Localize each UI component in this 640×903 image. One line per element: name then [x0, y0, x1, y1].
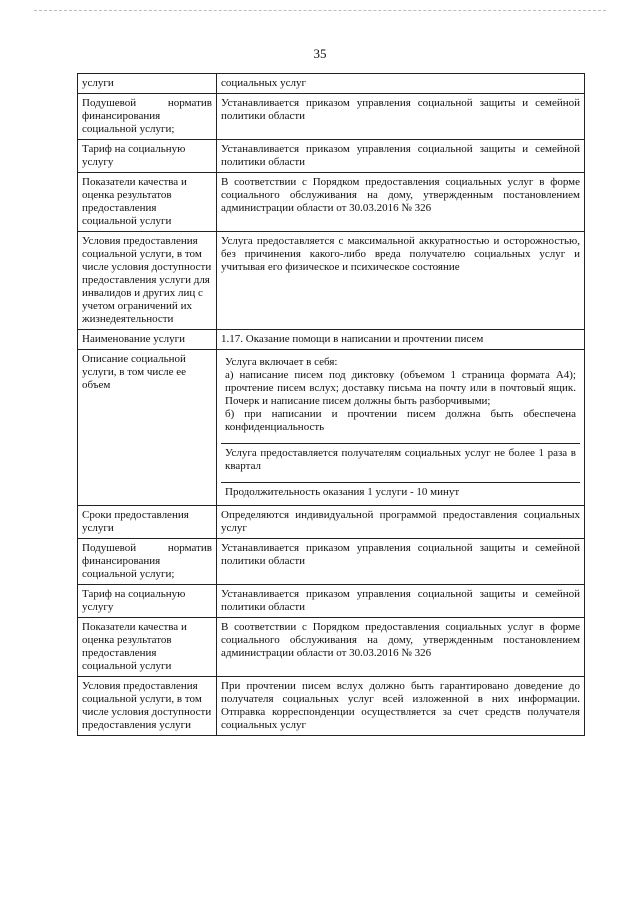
table-row — [78, 330, 585, 350]
row-label: Тариф на социальную услугу — [78, 585, 217, 618]
row-value-group — [217, 350, 585, 506]
duration-text: Продолжительность оказания 1 услуги - 10 минут — [225, 486, 460, 498]
table-row — [78, 506, 585, 539]
row-label — [78, 94, 217, 140]
row-value: При прочтении писем вслух должно быть гарантировано доведение до получателя социальных услуг всей изложенной в них информации. Отправка корреспонденции осуществляется за счет средств получателя социальных услуг — [217, 677, 585, 736]
row-label-line: Подушевой норматив — [82, 542, 212, 554]
row-label: услуги — [78, 74, 217, 94]
volume-text: Услуга предоставляется получателям социальных услуг не более 1 раза в квартал — [225, 447, 576, 472]
page-number: 35 — [313, 46, 327, 61]
table-row — [78, 618, 585, 677]
row-value: Устанавливается приказом управления социальной защиты и семейной политики области — [217, 94, 585, 140]
row-label: Тариф на социальную услугу — [78, 140, 217, 173]
service-description — [221, 353, 580, 444]
row-label-line: социальной услуги; — [82, 568, 175, 580]
row-value: Устанавливается приказом управления социальной защиты и семейной политики области — [217, 539, 585, 585]
row-label: Условия предоставления социальной услуги, в том числе условия доступности предоставления услуги — [78, 677, 217, 736]
row-value: В соответствии с Порядком предоставления социальных услуг в форме социального обслуживания на дому, утвержденным постановлением администрации области от 30.03.2016 № 326 — [217, 173, 585, 232]
row-value: Устанавливается приказом управления социальной защиты и семейной политики области — [217, 140, 585, 173]
service-table — [77, 73, 585, 736]
row-label: Описание социальной услуги, в том числе ее объем — [78, 350, 217, 506]
row-label-line: социальной услуги; — [82, 123, 175, 135]
table-row — [78, 74, 585, 94]
row-value: В соответствии с Порядком предоставления социальных услуг в форме социального обслуживания на дому, утвержденным постановлением администрации области от 30.03.2016 № 326 — [217, 618, 585, 677]
row-label-line: Подушевой норматив — [82, 97, 212, 109]
table-row — [78, 173, 585, 232]
table-row — [78, 232, 585, 330]
description-item-b: б) при написании и прочтении писем должна быть обеспечена конфиденциальность — [225, 408, 576, 433]
row-label: Показатели качества и оценка результатов предоставления социальной услуги — [78, 173, 217, 232]
service-volume — [221, 444, 580, 483]
table-row — [78, 350, 585, 506]
row-value: социальных услуг — [217, 74, 585, 94]
scan-top-edge — [34, 10, 606, 11]
row-label-line: финансирования — [82, 110, 161, 122]
service-duration — [221, 483, 580, 502]
service-name: 1.17. Оказание помощи в написании и прочтении писем — [217, 330, 585, 350]
row-label: Показатели качества и оценка результатов предоставления социальной услуги — [78, 618, 217, 677]
table-row — [78, 140, 585, 173]
table-row — [78, 94, 585, 140]
row-label — [78, 539, 217, 585]
row-value: Определяются индивидуальной программой предоставления социальных услуг — [217, 506, 585, 539]
row-label: Сроки предоставления услуги — [78, 506, 217, 539]
description-item-a: а) написание писем под диктовку (объемом 1 страница формата А4); прочтение писем вслух; доставку письма на почту или в почтовый ящик. Почерк и написание писем должны быть разборчивыми; — [225, 369, 576, 407]
table-row — [78, 677, 585, 736]
table-row — [78, 539, 585, 585]
row-value: Услуга предоставляется с максимальной аккуратностью и осторожностью, без причинения какого-либо вреда получателю социальных услуг и учитывая его физическое и психическое состояние — [217, 232, 585, 330]
row-label: Условия предоставления социальной услуги, в том числе условия доступности предоставления услуги для инвалидов и других лиц с учетом ограничений их жизнедеятельности — [78, 232, 217, 330]
row-label-line: финансирования — [82, 555, 161, 567]
row-value: Устанавливается приказом управления социальной защиты и семейной политики области — [217, 585, 585, 618]
table-row — [78, 585, 585, 618]
row-label: Наименование услуги — [78, 330, 217, 350]
description-intro: Услуга включает в себя: — [225, 356, 338, 368]
